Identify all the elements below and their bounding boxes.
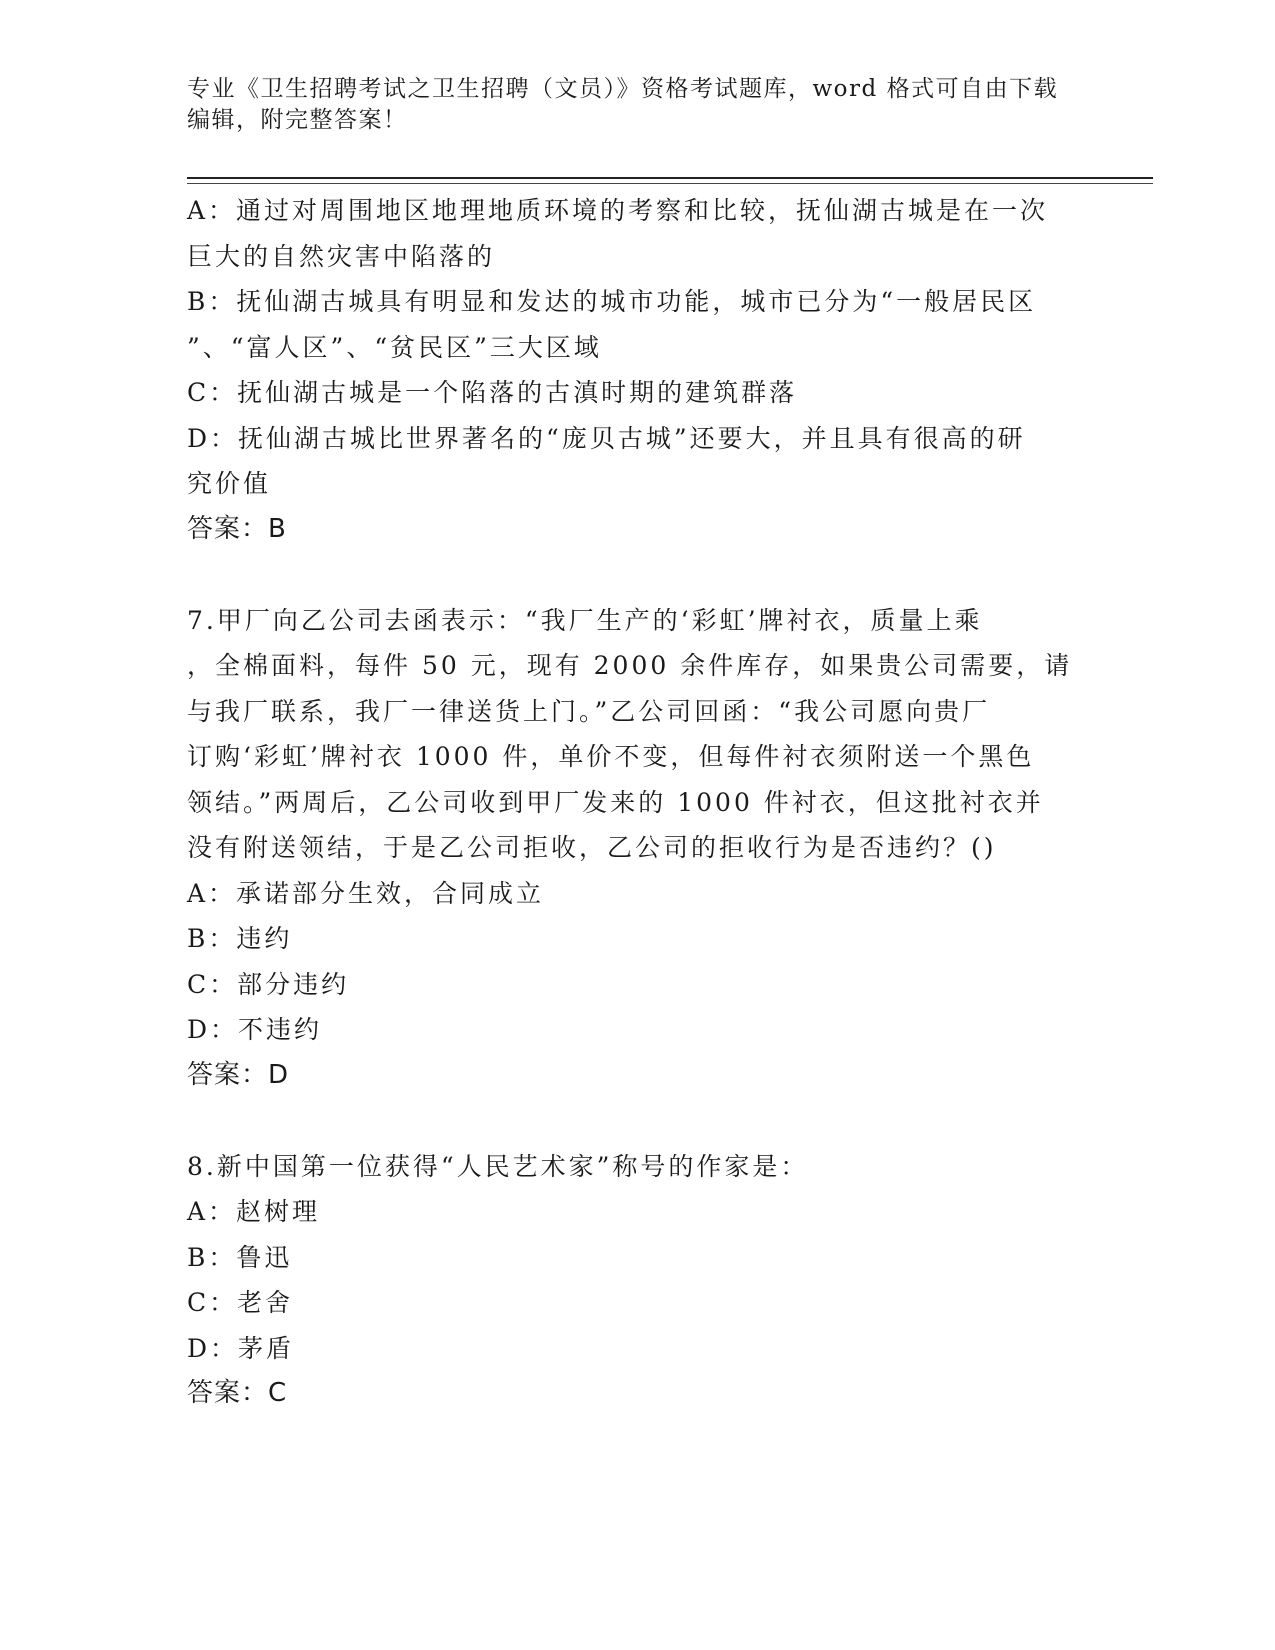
header-line-2: 编辑，附完整答案！ — [187, 107, 408, 133]
spacer — [187, 1098, 1067, 1144]
option-b: B：违约 — [187, 924, 293, 953]
option-b: B：鲁迅 — [187, 1242, 293, 1272]
question-7-block — [187, 598, 1073, 1099]
option-a-line-2: 巨大的自然灾害中陷落的 — [187, 241, 496, 271]
option-a: A：赵树理 — [187, 1197, 321, 1226]
option-d-line-2: 究价值 — [187, 469, 272, 498]
question-8-block — [187, 1144, 1067, 1417]
question-stem-line: 订购‘彩虹’牌衬衣 1000 件，单价不变，但每件衬衣须附送一个黑色 — [187, 742, 1035, 771]
option-d: D：茅盾 — [187, 1333, 295, 1363]
question-stem: 8.新中国第一位获得“人民艺术家”称号的作家是： — [187, 1151, 809, 1181]
option-b-line-1: B：抚仙湖古城具有明显和发达的城市功能，城市已分为“一般居民区 — [187, 287, 1037, 316]
option-d: D：不违约 — [187, 1015, 323, 1044]
option-a-line-1: A：通过对周围地区地理地质环境的考察和比较，抚仙湖古城是在一次 — [187, 196, 1049, 225]
option-a: A：承诺部分生效，合同成立 — [187, 878, 545, 908]
question-stem-line: ，全棉面料，每件 50 元，现有 2000 余件库存，如果贵公司需要，请 — [187, 651, 1073, 680]
question-content — [187, 188, 1073, 1417]
document-header — [187, 74, 1067, 136]
answer-label: 答案：D — [187, 1059, 290, 1090]
spacer — [187, 552, 1067, 598]
option-c: C：抚仙湖古城是一个陷落的古滇时期的建筑群落 — [187, 378, 798, 407]
question-6-block — [187, 188, 1067, 552]
answer-label: 答案：B — [187, 513, 287, 544]
answer-label: 答案：C — [187, 1378, 288, 1408]
header-divider-thin — [187, 183, 1153, 184]
option-c: C：老舍 — [187, 1288, 294, 1317]
header-divider-thick — [187, 177, 1153, 179]
option-c: C：部分违约 — [187, 969, 350, 999]
option-b-line-2: ”、“富人区”、“贫民区”三大区域 — [187, 332, 602, 362]
question-stem-line: 领结。”两周后，乙公司收到甲厂发来的 1000 件衬衣，但这批衬衣并 — [187, 787, 1044, 817]
header-line-1: 专业《卫生招聘考试之卫生招聘（文员）》资格考试题库，word 格式可自由下载 — [187, 76, 1059, 102]
question-stem-line: 7.甲厂向乙公司去函表示：“我厂生产的‘彩虹’牌衬衣，质量上乘 — [187, 605, 983, 635]
option-d-line-1: D：抚仙湖古城比世界著名的“庞贝古城”还要大，并且具有很高的研 — [187, 423, 1026, 453]
question-stem-line: 与我厂联系，我厂一律送货上门。”乙公司回函：“我公司愿向贵厂 — [187, 696, 991, 726]
question-stem-line: 没有附送领结，于是乙公司拒收，乙公司的拒收行为是否违约？() — [187, 833, 997, 862]
